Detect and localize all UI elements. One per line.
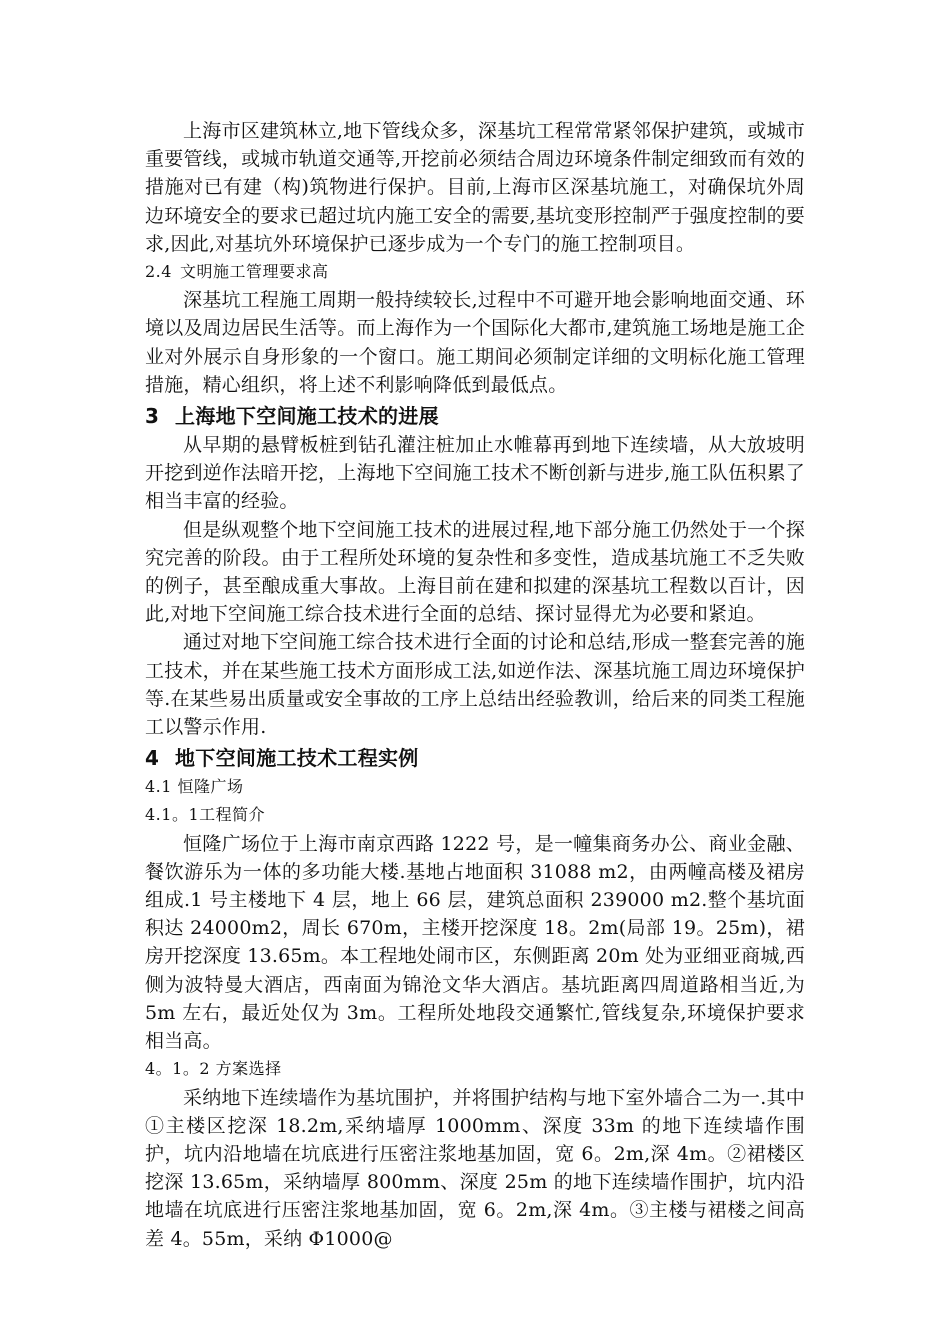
heading-2-4 bbox=[145, 258, 805, 286]
heading-4-1: 4.1 恒隆广场 bbox=[145, 777, 244, 797]
heading-4 bbox=[145, 743, 805, 773]
paragraph-progress-summary: 通过对地下空间施工综合技术进行全面的讨论和总结,形成一整套完善的施工技术，并在某些施工技术方面形成工法,如逆作法、深基坑施工周边环境保护等.在某些易出质量或安全事故的工序上总结出经验教训，给后来的同类工程施工以警示作用. bbox=[145, 631, 805, 739]
heading-4-1-2: 4。1。2 方案选择 bbox=[145, 1059, 282, 1079]
heading-4-1-1: 4.1。1工程简介 bbox=[145, 805, 266, 825]
paragraph-scheme-selection: 采纳地下连续墙作为基坑围护，并将围护结构与地下室外墙合二为一.其中①主楼区挖深 18.2m,采纳墙厚 1000mm、深度 33m 的地下连续墙作围护，坑内沿地墙在坑底进行压密注浆地基加固，宽 6。2m,深 4m。②裙楼区挖深 13.65m，采纳墙厚 800mm、深度 25m 的地下连续墙作围护，坑内沿地墙在坑底进行压密注浆地基加固，宽 6。2m,深 4m。③主楼与裙楼之间高差 4。55m，采纳 Φ1000@ bbox=[145, 1086, 805, 1250]
document-page bbox=[145, 117, 805, 1253]
heading-4-number: 4 bbox=[145, 746, 160, 771]
paragraph-progress-stage: 但是纵观整个地下空间施工技术的进展过程,地下部分施工仍然处于一个探究完善的阶段。由于工程所处环境的复杂性和多变性，造成基坑施工不乏失败的例子，甚至酿成重大事故。上海目前在建和拟建的深基坑工程数以百计，因此,对地下空间施工综合技术进行全面的总结、探讨显得尤为必要和紧迫。 bbox=[145, 518, 805, 626]
heading-4-text: 地下空间施工技术工程实例 bbox=[175, 746, 419, 771]
heading-3 bbox=[145, 401, 805, 431]
paragraph-progress-history: 从早期的悬臂板桩到钻孔灌注桩加止水帷幕再到地下连续墙，从大放坡明开挖到逆作法暗开挖，上海地下空间施工技术不断创新与进步,施工队伍积累了相当丰富的经验。 bbox=[145, 434, 805, 513]
heading-2-4-number: 2.4 bbox=[145, 262, 172, 282]
heading-3-text: 上海地下空间施工技术的进展 bbox=[175, 404, 439, 429]
paragraph-civilized-construction: 深基坑工程施工周期一般持续较长,过程中不可避开地会影响地面交通、环境以及周边居民生活等。而上海作为一个国际化大都市,建筑施工场地是施工企业对外展示自身形象的一个窗口。施工期间必须制定详细的文明标化施工管理措施，精心组织，将上述不利影响降低到最低点。 bbox=[145, 289, 805, 396]
paragraph-environment-protection: 上海市区建筑林立,地下管线众多，深基坑工程常常紧邻保护建筑，或城市重要管线，或城市轨道交通等,开挖前必须结合周边环境条件制定细致而有效的措施对已有建（构)筑物进行保护。目前,上海市区深基坑施工，对确保坑外周边环境安全的要求已超过坑内施工安全的需要,基坑变形控制严于强度控制的要求,因此,对基坑外环境保护已逐步成为一个专门的施工控制项目。 bbox=[145, 120, 805, 255]
heading-2-4-text: 文明施工管理要求高 bbox=[179, 262, 329, 282]
heading-3-number: 3 bbox=[145, 404, 160, 429]
paragraph-project-overview: 恒隆广场位于上海市南京西路 1222 号，是一幢集商务办公、商业金融、餐饮游乐为一体的多功能大楼.基地占地面积 31088 m2，由两幢高楼及裙房组成.1 号主楼地下 4 层，地上 66 层，建筑总面积 239000 m2.整个基坑面积达 24000m2，周长 670m，主楼开挖深度 18。2m(局部 19。25m)，裙房开挖深度 13.65m。本工程地处闹市区，东侧距离 20m 处为亚细亚商城,西侧为波特曼大酒店，西南面为锦沧文华大酒店。基坑距离四周道路相当近,为 5m 左右，最近处仅为 3m。工程所处地段交通繁忙,管线复杂,环境保护要求相当高。 bbox=[145, 832, 805, 1053]
